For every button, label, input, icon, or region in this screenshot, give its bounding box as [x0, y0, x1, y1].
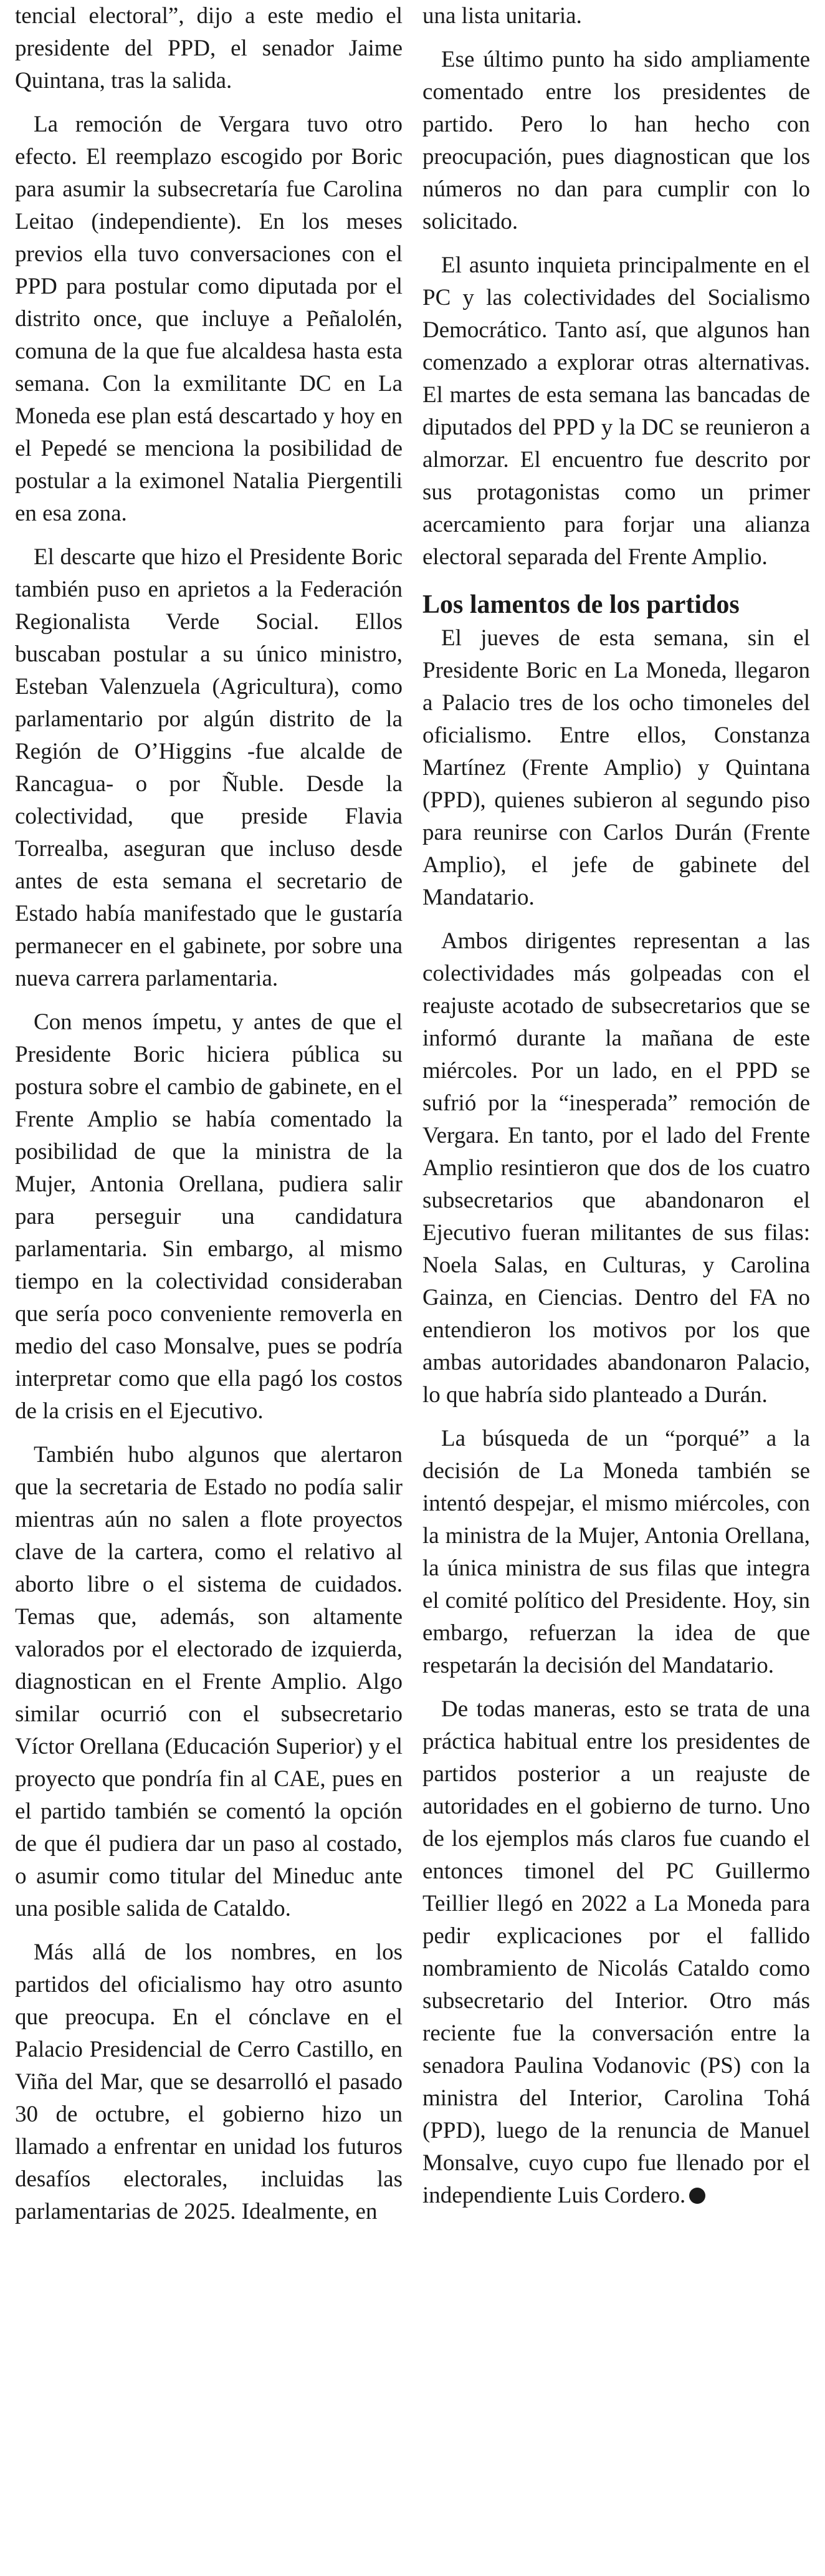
paragraph: También hubo algunos que alertaron que la secretaria de Estado no podía salir mientras aún no salen a flote proyectos clave de la cartera, como el relativo al aborto libre o el sistema de cuidados. Temas que, además, son altamente valorados por el electorado de izquierda, diagnostican en el Frente Amplio. Algo similar ocurrió con el subsecretario Víctor Orellana (Educación Superior) y el proyecto que pondría fin al CAE, pues en el partido también se comentó la opción de que él pudiera dar un paso al costado, o asumir como titular del Mineduc ante una posible salida de Cataldo. [15, 1442, 403, 1921]
section-subheading: Los lamentos de los partidos [422, 590, 740, 619]
paragraph: una lista unitaria. [422, 3, 582, 29]
paragraph-text: De todas maneras, esto se trata de una práctica habitual entre los presidentes de partidos posterior a un reajuste de autoridades en el gobierno de turno. Uno de los ejemplos más claros fue cuando el entonces timonel del PC Guillermo Teillier llegó en 2022 a La Moneda para pedir explicaciones por el fallido nombramiento de Nicolás Cataldo como subsecretario del Interior. Otro más reciente fue la conversación entre la senadora Paulina Vodanovic (PS) con la ministra del Interior, Carolina Tohá (PPD), luego de la renuncia de Manuel Monsalve, cuyo cupo fue llenado por el independiente Luis Cordero. [422, 1696, 810, 2208]
paragraph: El asunto inquieta principalmente en el PC y las colectividades del Socialismo Democrático. Tanto así, que algunos han comenzado a explorar otras alternativas. El martes de esta semana las bancadas de diputados del PPD y la DC se reunieron a almorzar. El encuentro fue descrito por sus protagonistas como un primer acercamiento para forjar una alianza electoral separada del Frente Amplio. [422, 252, 810, 570]
paragraph: La búsqueda de un “porqué” a la decisión de La Moneda también se intentó despejar, el mismo miércoles, con la ministra de la Mujer, Antonia Orellana, la única ministra de sus filas que integra el comité político del Presidente. Hoy, sin embargo, refuerzan la idea de que respetarán la decisión del Mandatario. [422, 1426, 810, 1678]
paragraph: La remoción de Vergara tuvo otro efecto. El reemplazo escogido por Boric para asumir la subsecretaría fue Carolina Leitao (independiente). En los meses previos ella tuvo conversaciones con el PPD para postular como diputada por el distrito once, que incluye a Peñalolén, comuna de la que fue alcaldesa hasta esta semana. Con la exmilitante DC en La Moneda ese plan está descartado y hoy en el Pepedé se menciona la posibilidad de postular a la eximonel Natalia Piergentili en esa zona. [15, 112, 403, 526]
paragraph: El jueves de esta semana, sin el Presidente Boric en La Moneda, llegaron a Palacio tres de los ocho timoneles del oficialismo. Entre ellos, Constanza Martínez (Frente Amplio) y Quintana (PPD), quienes subieron al segundo piso para reunirse con Carlos Durán (Frente Amplio), el jefe de gabinete del Mandatario. [422, 625, 810, 910]
paragraph: Ese último punto ha sido ampliamente comentado entre los presidentes de partido. Pero lo han hecho con preocupación, pues diagnostican que los números no dan para cumplir con lo solicitado. [422, 47, 810, 234]
paragraph: Ambos dirigentes representan a las colectividades más golpeadas con el reajuste acotado de subsecretarios que se informó durante la mañana de este miércoles. Por un lado, en el PPD se sufrió por la “inesperada” remoción de Vergara. En tanto, por el lado del Frente Amplio resintieron que dos de los cuatro subsecretarios que abandonaron el Ejecutivo fueran militantes de sus filas: Noela Salas, en Culturas, y Carolina Gainza, en Ciencias. Dentro del FA no entendieron los motivos por los que ambas autoridades abandonaron Palacio, lo que habría sido planteado a Durán. [422, 928, 810, 1408]
article-column-right [422, 0, 810, 2576]
paragraph-final [422, 1693, 810, 2212]
paragraph: Más allá de los nombres, en los partidos del oficialismo hay otro asunto que preocupa. En el cónclave en el Palacio Presidencial de Cerro Castillo, en Viña del Mar, que se desarrolló el pasado 30 de octubre, el gobierno hizo un llamado a enfrentar en unidad los futuros desafíos electorales, incluidas las parlamentarias de 2025. Idealmente, en [15, 1939, 403, 2224]
article-column-left [15, 0, 403, 2576]
paragraph: tencial electoral”, dijo a este medio el presidente del PPD, el senador Jaime Quintana, tras la salida. [15, 3, 403, 94]
paragraph: Con menos ímpetu, y antes de que el Presidente Boric hiciera pública su postura sobre el cambio de gabinete, en el Frente Amplio se había comentado la posibilidad de que la ministra de la Mujer, Antonia Orellana, pudiera salir para perseguir una candidatura parlamentaria. Sin embargo, al mismo tiempo en la colectividad consideraban que sería poco conveniente removerla en medio del caso Monsalve, pues se podría interpretar como que ella pagó los costos de la crisis en el Ejecutivo. [15, 1009, 403, 1424]
paragraph: El descarte que hizo el Presidente Boric también puso en aprietos a la Federación Regionalista Verde Social. Ellos buscaban postular a su único ministro, Esteban Valenzuela (Agricultura), como parlamentario por algún distrito de la Región de O’Higgins -fue alcalde de Rancagua- o por Ñuble. Desde la colectividad, que preside Flavia Torrealba, aseguran que incluso desde antes de esta semana el secretario de Estado había manifestado que le gustaría permanecer en el gabinete, por sobre una nueva carrera parlamentaria. [15, 544, 403, 991]
end-of-article-bullet-icon [689, 2188, 705, 2204]
